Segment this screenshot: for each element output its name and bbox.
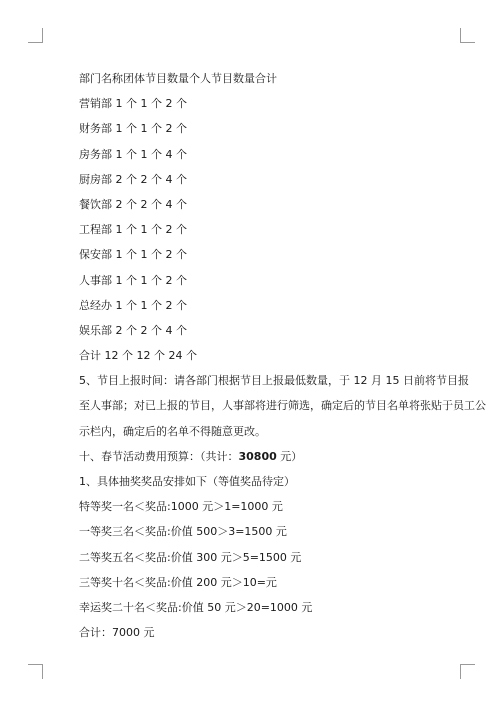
prize-row: 三等奖十名＜奖品:价值 200 元＞10=元	[79, 575, 277, 589]
total-row: 合计 12 个 12 个 24 个	[79, 349, 197, 363]
table-header-line: 部门名称团体节目数量个人节目数量合计	[79, 72, 277, 85]
department-row: 人事部 1 个 1 个 2 个	[79, 273, 187, 287]
page-corner-mark-top-right	[460, 28, 475, 43]
section-5-line: 示栏内，确定后的名单不得随意更改。	[79, 424, 266, 438]
budget-total-amount: 30800	[238, 449, 277, 463]
document-body	[79, 72, 486, 651]
department-row: 总经办 1 个 1 个 2 个	[79, 298, 187, 312]
section-5-paragraph	[79, 374, 486, 438]
page-corner-mark-bottom-right	[460, 664, 475, 679]
department-row: 工程部 1 个 1 个 2 个	[79, 223, 187, 237]
page-corner-mark-top-left	[28, 28, 43, 43]
section-10-suffix: 元）	[276, 449, 303, 463]
section-10-prefix: 十、春节活动费用预算：（共计：	[79, 449, 239, 463]
department-row: 娱乐部 2 个 2 个 4 个	[79, 323, 187, 337]
department-row: 财务部 1 个 1 个 2 个	[79, 122, 187, 136]
section-5-line: 至人事部；对已上报的节目，人事部将进行筛选，确定后的节目名单将张贴于员工公	[79, 399, 486, 413]
prize-total-row: 合计：7000 元	[79, 626, 155, 640]
prize-row: 特等奖一名＜奖品:1000 元＞1=1000 元	[79, 500, 283, 514]
lottery-heading: 1、具体抽奖奖品安排如下（等值奖品待定）	[79, 475, 295, 488]
prize-row: 二等奖五名＜奖品:价值 300 元＞5=1500 元	[79, 550, 302, 564]
department-row: 房务部 1 个 1 个 4 个	[79, 147, 187, 161]
prize-row: 一等奖三名＜奖品:价值 500＞3=1500 元	[79, 525, 287, 539]
department-row: 厨房部 2 个 2 个 4 个	[79, 172, 187, 186]
section-10-heading	[79, 450, 424, 463]
department-row: 保安部 1 个 1 个 2 个	[79, 248, 187, 262]
page-corner-mark-bottom-left	[28, 664, 43, 679]
prize-row: 幸运奖二十名＜奖品:价值 50 元＞20=1000 元	[79, 600, 313, 614]
department-row: 营销部 1 个 1 个 2 个	[79, 97, 187, 111]
section-5-line: 5、节目上报时间：请各部门根据节目上报最低数量，于 12 月 15 日前将节目报	[79, 374, 469, 388]
department-row: 餐饮部 2 个 2 个 4 个	[79, 197, 187, 211]
